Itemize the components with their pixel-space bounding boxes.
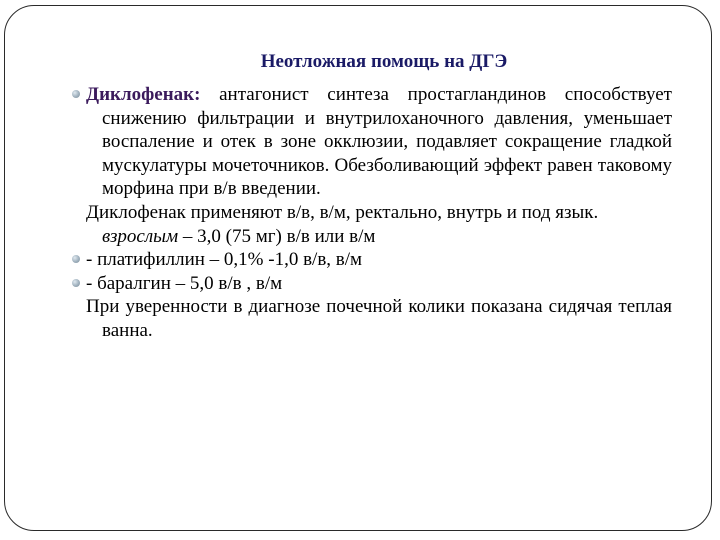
slide-title: Неотложная помощь на ДГЭ (260, 51, 508, 72)
diclofenac-description: антагонист синтеза простагландинов способствует снижению фильтрации и внутрилоханочного давления, уменьшает воспаление и отек в зоне окклюзии, подавляет сокращение гладкой мускулатуры мочеточников. Обезболивающий эффект равен таковому морфина при в/в введении. (102, 84, 672, 200)
bullet-diclofenac (86, 83, 672, 201)
application-paragraph: Диклофенак применяют в/в, в/м, ректально, внутрь и под язык. (86, 201, 599, 223)
bath-paragraph: При уверенности в диагнозе почечной колики показана сидячая теплая ванна. (86, 296, 672, 341)
diclofenac-term: Диклофенак: (86, 84, 201, 105)
bullet-baralgin: - баралгин – 5,0 в/в , в/м (86, 272, 672, 296)
adults-dose-line (86, 225, 672, 249)
bullet-platifillin: - платифиллин – 0,1% -1,0 в/в, в/м (86, 248, 672, 272)
adults-label: взрослым (102, 225, 179, 247)
slide-body (86, 83, 672, 343)
adults-dose: – 3,0 (75 мг) в/в или в/м (178, 225, 376, 247)
